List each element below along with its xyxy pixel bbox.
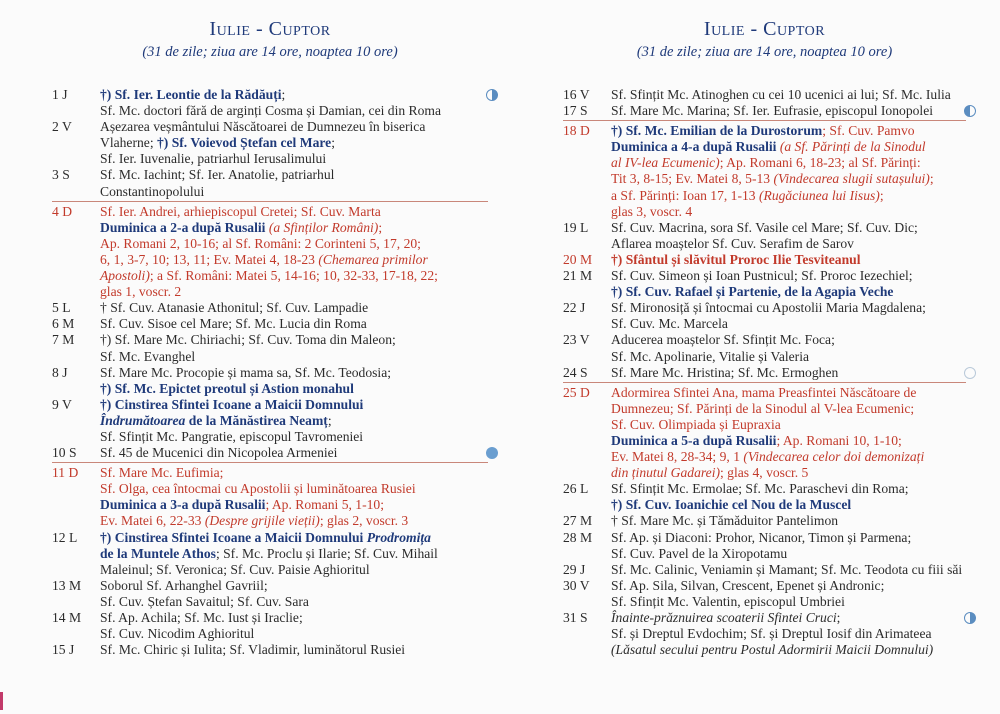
- text-line: [611, 188, 966, 204]
- day-commemorations: [100, 316, 488, 332]
- text-segment: Sf. Mare Mc. Marina; Sf. Ier. Eufrasie, episcopul Ionopolei: [611, 103, 934, 119]
- text-line: [100, 119, 488, 135]
- day-label: 12 L: [52, 529, 78, 545]
- text-segment: Sf. Cuv. Macrina, sora Sf. Vasile cel Mare; Sf. Cuv. Dic;: [611, 219, 918, 235]
- text-segment: Ev. Matei 6, 22-33: [100, 513, 205, 529]
- day-label: 30 V: [563, 577, 590, 593]
- text-line: [611, 642, 966, 658]
- text-segment: Înainte-prăznuirea scoaterii Sfintei Cruci: [611, 610, 837, 625]
- day-commemorations: [611, 481, 966, 513]
- calendar-day-entry: [52, 462, 488, 529]
- text-segment: ; Ap. Romani 6, 18-23; al Sf. Părinți:: [719, 155, 921, 171]
- text-line: [611, 610, 966, 626]
- text-segment: Sf. 45 de Mucenici din Nicopolea Armeniei: [100, 445, 338, 461]
- calendar-day-entry: [52, 610, 488, 642]
- calendar-day-entry: [563, 365, 966, 381]
- calendar-day-entry: [563, 578, 966, 610]
- left-page-header: [52, 0, 488, 61]
- day-commemorations: [611, 610, 966, 658]
- text-line: [611, 433, 966, 449]
- calendar-day-entry: [52, 300, 488, 316]
- day-commemorations: [100, 332, 488, 364]
- calendar-day-entry: [52, 578, 488, 610]
- day-label: 17 S: [563, 103, 588, 119]
- calendar-day-entry: [52, 332, 488, 364]
- text-line: [100, 481, 488, 497]
- text-segment: Constantinopolului: [100, 183, 205, 199]
- text-segment: Dumnezeu; Sf. Părinți de la Sinodul al V-lea Ecumenic;: [611, 400, 915, 416]
- calendar-day-entry: [52, 397, 488, 445]
- text-segment: ; glas 4, voscr. 5: [720, 465, 809, 481]
- text-segment: Duminica a 4-a după Rusalii: [611, 139, 777, 155]
- text-line: [100, 349, 488, 365]
- calendar-day-entry: [563, 562, 966, 578]
- text-segment: Sf. Cuv. Sisoe cel Mare; Sf. Mc. Lucia din Roma: [100, 316, 367, 332]
- moon-last-quarter-icon: [964, 105, 976, 117]
- text-segment: Ap. Romani 2, 10-16; al Sf. Români: 2 Corinteni 5, 17, 20;: [100, 235, 421, 251]
- text-segment: Duminica a 5-a după Rusalii: [611, 432, 777, 448]
- calendar-day-entry: [563, 252, 966, 268]
- text-segment: Sf. Mc. Iachint; Sf. Ier. Anatolie, patriarhul: [100, 167, 335, 183]
- text-segment: †) Sf. Cuv. Rafael și Partenie, de la Agapia Veche: [611, 284, 894, 300]
- text-segment: ;: [836, 610, 841, 625]
- text-line: [100, 365, 488, 381]
- text-segment: ;: [378, 219, 383, 235]
- calendar-day-entry: [52, 167, 488, 199]
- day-commemorations: [611, 103, 966, 119]
- calendar-day-entry: [563, 268, 966, 300]
- text-segment: †) Sf. Mc. Epictet preotul și Astion monahul: [100, 380, 354, 396]
- text-segment: Maleinul; Sf. Veronica; Sf. Cuv. Paisie Aghioritul: [100, 561, 370, 577]
- day-label: 3 S: [52, 167, 70, 183]
- text-segment: Sf. Sfințit Mc. Pangratie, episcopul Tavromeniei: [100, 428, 364, 444]
- text-segment: ; Sf. Mc. Proclu și Ilarie; Sf. Cuv. Mihail: [215, 545, 438, 561]
- text-line: [611, 497, 966, 513]
- text-segment: de la Muntele Athos: [100, 545, 216, 561]
- calendar-day-entry: [52, 642, 488, 658]
- text-line: [100, 252, 488, 268]
- text-line: [100, 316, 488, 332]
- day-label: 21 M: [563, 268, 593, 284]
- day-label: 31 S: [563, 610, 588, 625]
- month-subtitle: (31 de zile; ziua are 14 ore, noaptea 10 ore): [636, 44, 893, 60]
- day-commemorations: [611, 300, 966, 332]
- text-line: [100, 135, 488, 151]
- text-segment: †) Sf. Cuv. Ioanichie cel Nou de la Muscel: [611, 497, 852, 513]
- day-commemorations: [611, 365, 966, 381]
- day-commemorations: [100, 642, 488, 658]
- text-line: [611, 332, 966, 348]
- day-label: 29 J: [563, 561, 586, 577]
- day-label: 24 S: [563, 364, 588, 380]
- text-segment: †) Sf. Mc. Emilian de la Durostorum: [611, 123, 823, 139]
- text-segment: †) Cinstirea Sfintei Icoane a Maicii Domnului: [100, 529, 367, 545]
- text-segment: ;: [929, 171, 934, 187]
- text-line: [100, 103, 488, 119]
- calendar-day-entry: [52, 365, 488, 397]
- text-segment: †) Sf. Mare Mc. Chiriachi; Sf. Cuv. Toma din Maleon;: [100, 332, 396, 348]
- calendar-day-entry: [563, 120, 966, 220]
- text-segment: (Chemarea primilor: [318, 251, 428, 267]
- calendar-day-entry: [52, 119, 488, 167]
- text-line: [100, 204, 488, 220]
- calendar-entries-left: [52, 87, 488, 658]
- text-segment: ;: [327, 412, 332, 428]
- text-segment: Tit 3, 8-15; Ev. Matei 8, 5-13: [611, 171, 774, 187]
- text-segment: ; glas 2, voscr. 3: [319, 513, 409, 529]
- text-segment: Ev. Matei 8, 28-34; 9, 1: [611, 449, 744, 465]
- day-commemorations: [611, 252, 966, 268]
- day-label: 11 D: [52, 465, 79, 481]
- text-line: [611, 365, 966, 381]
- text-line: [611, 284, 966, 300]
- text-line: [611, 465, 966, 481]
- day-commemorations: [100, 119, 488, 167]
- moon-new-icon: [964, 367, 976, 379]
- day-label: 25 D: [563, 384, 590, 400]
- day-label: 5 L: [52, 300, 71, 316]
- day-commemorations: [100, 397, 488, 445]
- day-commemorations: [100, 87, 488, 119]
- day-label: 22 J: [563, 300, 586, 316]
- text-line: [611, 171, 966, 187]
- text-segment: ; a Sf. Români: Matei 5, 14-16; 10, 32-33, 17-18, 22;: [149, 268, 438, 284]
- calendar-day-entry: [563, 610, 966, 658]
- text-segment: (a Sfinților Români): [265, 219, 379, 235]
- day-label: 27 M: [563, 513, 593, 529]
- text-segment: ;: [879, 187, 884, 203]
- moon-first-quarter-icon: [486, 89, 498, 101]
- text-line: [100, 268, 488, 284]
- text-segment: (Despre grijile vieții): [204, 513, 320, 529]
- day-commemorations: [100, 365, 488, 397]
- text-segment: Sf. Mc. Chiric și Iulita; Sf. Vladimir, luminătorul Rusiei: [100, 642, 406, 658]
- text-line: [100, 413, 488, 429]
- text-segment: Sf. Mare Mc. Eufimia;: [100, 465, 224, 481]
- text-segment: Sf. Sfințit Mc. Ermolae; Sf. Mc. Paraschevi din Roma;: [611, 481, 909, 497]
- text-line: [611, 236, 966, 252]
- text-segment: Sf. Mare Mc. Procopie și mama sa, Sf. Mc. Teodosia;: [100, 364, 392, 380]
- text-segment: Sf. Cuv. Olimpiada și Eupraxia: [611, 416, 781, 432]
- text-line: [100, 445, 488, 461]
- text-line: [100, 151, 488, 167]
- day-label: 28 M: [563, 529, 593, 545]
- calendar-day-entry: [52, 316, 488, 332]
- day-commemorations: [611, 268, 966, 300]
- text-segment: Sf. Ier. Andrei, arhiepiscopul Cretei; Sf. Cuv. Marta: [100, 203, 381, 219]
- text-line: [611, 316, 966, 332]
- text-segment: Sf. Mc. doctori fără de arginți Cosma și Damian, cei din Roma: [100, 103, 442, 119]
- text-segment: Sf. Sfințit Mc. Valentin, episcopul Umbriei: [611, 593, 845, 609]
- text-line: [611, 252, 966, 268]
- text-segment: ; Ap. Romani 5, 1-10;: [265, 497, 385, 513]
- calendar-day-entry: [563, 530, 966, 562]
- text-segment: Îndrumătoarea: [100, 412, 186, 428]
- page-edge-mark: [0, 692, 3, 710]
- text-line: [100, 236, 488, 252]
- day-commemorations: [100, 300, 488, 316]
- day-label: 23 V: [563, 332, 590, 348]
- text-line: [100, 381, 488, 397]
- text-segment: Aducerea moaștelor Sf. Sfințit Mc. Foca;: [611, 332, 835, 348]
- day-commemorations: [611, 332, 966, 364]
- text-segment: †) Sfântul și slăvitul Proroc Ilie Tesviteanul: [611, 251, 861, 267]
- text-segment: Soborul Sf. Arhanghel Gavriil;: [100, 577, 268, 593]
- text-line: [100, 610, 488, 626]
- text-segment: ;: [281, 87, 286, 102]
- day-commemorations: [611, 123, 966, 220]
- text-segment: (a Sf. Părinți de la Sinodul: [776, 139, 926, 155]
- text-segment: glas 1, voscr. 2: [100, 284, 182, 300]
- calendar-day-entry: [563, 87, 966, 103]
- day-label: 15 J: [52, 642, 75, 658]
- calendar-day-entry: [563, 513, 966, 529]
- text-segment: Sf. Cuv. Nicodim Aghioritul: [100, 626, 255, 642]
- text-segment: Prodromița: [366, 529, 431, 545]
- text-segment: (Lăsatul secului pentru Postul Adormirii Maicii Domnului): [611, 642, 934, 658]
- day-label: 13 M: [52, 577, 82, 593]
- text-segment: 6, 1, 3-7, 10; 13, 11; Ev. Matei 4, 18-23: [100, 251, 319, 267]
- text-segment: Sf. Mc. Evanghel: [100, 348, 196, 364]
- text-segment: Sf. Cuv. Simeon și Ioan Pustnicul; Sf. Proroc Iezechiel;: [611, 268, 913, 284]
- day-commemorations: [611, 562, 966, 578]
- month-title: Iulie - Cuptor: [703, 18, 826, 40]
- text-line: [100, 332, 488, 348]
- text-segment: al IV-lea Ecumenic): [611, 155, 720, 171]
- calendar-day-entry: [563, 103, 966, 119]
- text-segment: Adormirea Sfintei Ana, mama Preasfintei Născătoare de: [611, 384, 917, 400]
- day-commemorations: [611, 578, 966, 610]
- calendar-day-entry: [563, 481, 966, 513]
- day-label: 19 L: [563, 219, 589, 235]
- text-segment: Sf. Mc. Calinic, Veniamin și Mamant; Sf. Mc. Teodota cu fiii săi: [611, 561, 963, 577]
- calendar-day-entry: [563, 332, 966, 364]
- text-segment: Duminica a 3-a după Rusalii: [100, 497, 266, 513]
- text-line: [100, 562, 488, 578]
- text-segment: Sf. Mc. Apolinarie, Vitalie și Valeria: [611, 348, 810, 364]
- day-label: 18 D: [563, 123, 590, 139]
- text-segment: ;: [331, 135, 335, 151]
- day-label: 8 J: [52, 364, 68, 380]
- day-commemorations: [100, 167, 488, 199]
- text-segment: de la Mănăstirea Neamț: [185, 412, 328, 428]
- day-label: 4 D: [52, 203, 73, 219]
- text-segment: Aflarea moaștelor Sf. Cuv. Serafim de Sarov: [611, 235, 854, 251]
- calendar-day-entry: [52, 87, 488, 119]
- day-label: 9 V: [52, 396, 72, 412]
- day-commemorations: [100, 610, 488, 642]
- text-line: [611, 401, 966, 417]
- text-line: [100, 429, 488, 445]
- text-line: [611, 449, 966, 465]
- day-label: 10 S: [52, 445, 77, 461]
- text-segment: (Rugăciunea lui Iisus): [759, 187, 880, 203]
- day-commemorations: [611, 513, 966, 529]
- text-segment: din ținutul Gadarei): [611, 465, 720, 481]
- day-commemorations: [100, 204, 488, 301]
- calendar-day-entry: [52, 445, 488, 461]
- text-segment: Sf. Mare Mc. Hristina; Sf. Mc. Ermoghen: [611, 364, 839, 380]
- text-segment: Sf. Ap. Sila, Silvan, Crescent, Epenet și Andronic;: [611, 577, 885, 593]
- text-line: [100, 300, 488, 316]
- text-line: [611, 204, 966, 220]
- text-line: [100, 626, 488, 642]
- text-segment: Apostoli): [100, 268, 150, 284]
- day-commemorations: [611, 220, 966, 252]
- day-label: 6 M: [52, 316, 75, 332]
- text-segment: Sf. Cuv. Pavel de la Xiropotamu: [611, 545, 788, 561]
- text-line: [611, 349, 966, 365]
- calendar-day-entry: [563, 382, 966, 482]
- day-label: 2 V: [52, 119, 72, 135]
- text-segment: Sf. Sfințit Mc. Atinoghen cu cei 10 ucenici ai lui; Sf. Mc. Iulia: [611, 87, 951, 102]
- day-label: 14 M: [52, 610, 82, 625]
- text-line: [100, 220, 488, 236]
- text-line: [611, 546, 966, 562]
- text-segment: glas 3, voscr. 4: [611, 203, 693, 219]
- month-title: Iulie - Cuptor: [209, 18, 331, 40]
- day-commemorations: [611, 385, 966, 482]
- text-segment: †) Cinstirea Sfintei Icoane a Maicii Domnului: [100, 396, 364, 412]
- text-line: [611, 594, 966, 610]
- text-line: [100, 642, 488, 658]
- calendar-day-entry: [52, 201, 488, 301]
- text-segment: †) Sf. Ier. Leontie de la Rădăuți: [100, 87, 282, 102]
- day-commemorations: [100, 465, 488, 529]
- text-line: [611, 481, 966, 497]
- day-label: 7 M: [52, 332, 75, 348]
- text-line: [611, 562, 966, 578]
- text-segment: Sf. Cuv. Ștefan Savaitul; Sf. Cuv. Sara: [100, 593, 309, 609]
- day-commemorations: [611, 530, 966, 562]
- calendar-day-entry: [52, 530, 488, 578]
- text-segment: Duminica a 2-a după Rusalii: [100, 219, 266, 235]
- text-line: [611, 155, 966, 171]
- moon-full-icon: [486, 447, 498, 459]
- text-segment: † Sf. Mare Mc. și Tămăduitor Pantelimon: [611, 513, 839, 529]
- text-line: [611, 578, 966, 594]
- text-line: [611, 385, 966, 401]
- calendar-day-entry: [563, 220, 966, 252]
- text-line: [611, 87, 966, 103]
- text-segment: † Sf. Cuv. Atanasie Athonitul; Sf. Cuv. Lampadie: [100, 300, 369, 316]
- calendar-entries-right: [563, 87, 966, 658]
- text-segment: Sf. Mironosiță și întocmai cu Apostolii Maria Magdalena;: [611, 300, 926, 316]
- text-line: [100, 513, 488, 529]
- text-line: [611, 220, 966, 236]
- day-label: 16 V: [563, 87, 590, 102]
- text-line: [100, 530, 488, 546]
- day-commemorations: [100, 578, 488, 610]
- day-commemorations: [611, 87, 966, 103]
- right-page-header: [563, 0, 966, 61]
- text-segment: Așezarea veșmântului Născătoarei de Dumnezeu în biserica: [100, 119, 426, 135]
- text-line: [100, 167, 488, 183]
- day-commemorations: [100, 530, 488, 578]
- text-line: [100, 594, 488, 610]
- text-line: [611, 123, 966, 139]
- text-segment: (Vindecarea celor doi demonizați: [743, 449, 925, 465]
- text-segment: a Sf. Părinți: Ioan 17, 1-13: [611, 187, 759, 203]
- text-segment: Sf. Ier. Iuvenalie, patriarhul Ierusalimului: [100, 151, 327, 167]
- text-segment: (Vindecarea slugii sutașului): [773, 171, 930, 187]
- text-line: [611, 513, 966, 529]
- text-line: [100, 497, 488, 513]
- text-line: [100, 184, 488, 200]
- text-line: [611, 626, 966, 642]
- text-segment: Sf. și Dreptul Evdochim; Sf. și Dreptul Iosif din Arimateea: [611, 626, 932, 642]
- text-segment: Sf. Ap. și Diaconi: Prohor, Nicanor, Timon și Parmena;: [611, 529, 912, 545]
- text-line: [100, 578, 488, 594]
- calendar-day-entry: [563, 300, 966, 332]
- text-line: [100, 546, 488, 562]
- text-line: [100, 397, 488, 413]
- text-segment: ; Ap. Romani 10, 1-10;: [776, 432, 902, 448]
- day-label: 1 J: [52, 87, 68, 102]
- text-segment: Sf. Ap. Achila; Sf. Mc. Iust și Iraclie;: [100, 610, 303, 625]
- day-label: 26 L: [563, 481, 589, 497]
- day-label: 20 M: [563, 251, 593, 267]
- text-segment: †) Sf. Voievod Ștefan cel Mare: [157, 135, 332, 151]
- text-line: [100, 87, 488, 103]
- text-line: [100, 465, 488, 481]
- text-segment: Sf. Olga, cea întocmai cu Apostolii și luminătoarea Rusiei: [100, 481, 416, 497]
- moon-first-quarter-icon: [964, 612, 976, 624]
- text-line: [611, 417, 966, 433]
- text-segment: Sf. Cuv. Mc. Marcela: [611, 316, 728, 332]
- right-page: [500, 0, 1000, 714]
- text-line: [611, 300, 966, 316]
- day-commemorations: [100, 445, 488, 461]
- text-line: [611, 103, 966, 119]
- text-line: [100, 284, 488, 300]
- text-line: [611, 139, 966, 155]
- text-line: [611, 268, 966, 284]
- text-segment: ; Sf. Cuv. Pamvo: [822, 123, 915, 139]
- text-segment: Vlaherne;: [100, 135, 157, 151]
- text-line: [611, 530, 966, 546]
- month-subtitle: (31 de zile; ziua are 14 ore, noaptea 10 ore): [142, 44, 398, 60]
